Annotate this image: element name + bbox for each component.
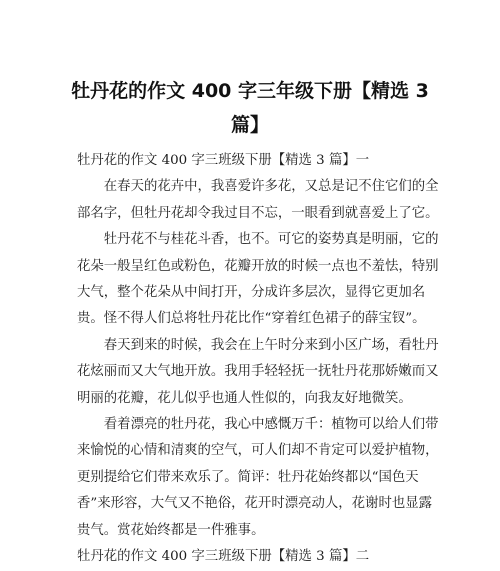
body-paragraph-1: 在春天的花卉中，我喜爱许多花，又总是记不住它们的全部名字，但牡丹花却令我过目不忘，一眼看到就喜爱上了它。 <box>77 179 439 221</box>
body-paragraph-2: 牡丹花不与桂花斗香，也不。可它的姿势真是明丽，它的花朵一般呈红色或粉色，花瓣开放的时候一点也不羞怯，特别大气，整个花朵从中间打开，分成许多层次，显得它更加名贵。怪不得人们总将牡丹花比作“穿着红色裙子的薛宝钗”。 <box>77 232 439 327</box>
document-body <box>77 148 442 571</box>
body-paragraph-3: 春天到来的时候，我会在上午时分来到小区广场，看牡丹花炫丽而又大气地开放。我用手轻轻抚一抚牡丹花那娇嫩而又明丽的花瓣，花儿似乎也通人性似的，向我友好地微笑。 <box>77 337 439 406</box>
section-heading-1: 牡丹花的作文 400 字三班级下册【精选 3 篇】一 <box>77 153 370 168</box>
body-paragraph-4: 看着漂亮的牡丹花，我心中感慨万千：植物可以给人们带来愉悦的心情和清爽的空气，可人们却不肯定可以爱护植物，更别提给它们带来欢乐了。简评：牡丹花始终都以“国色天香”来形容，大气又不艳俗，花开时漂亮动人，花谢时也显露贵气。赏花始终都是一件雅事。 <box>77 417 439 538</box>
section-heading-2: 牡丹花的作文 400 字三班级下册【精选 3 篇】二 <box>77 549 370 565</box>
document-title: 牡丹花的作文 400 字三年级下册【精选 3 篇】 <box>71 80 429 136</box>
